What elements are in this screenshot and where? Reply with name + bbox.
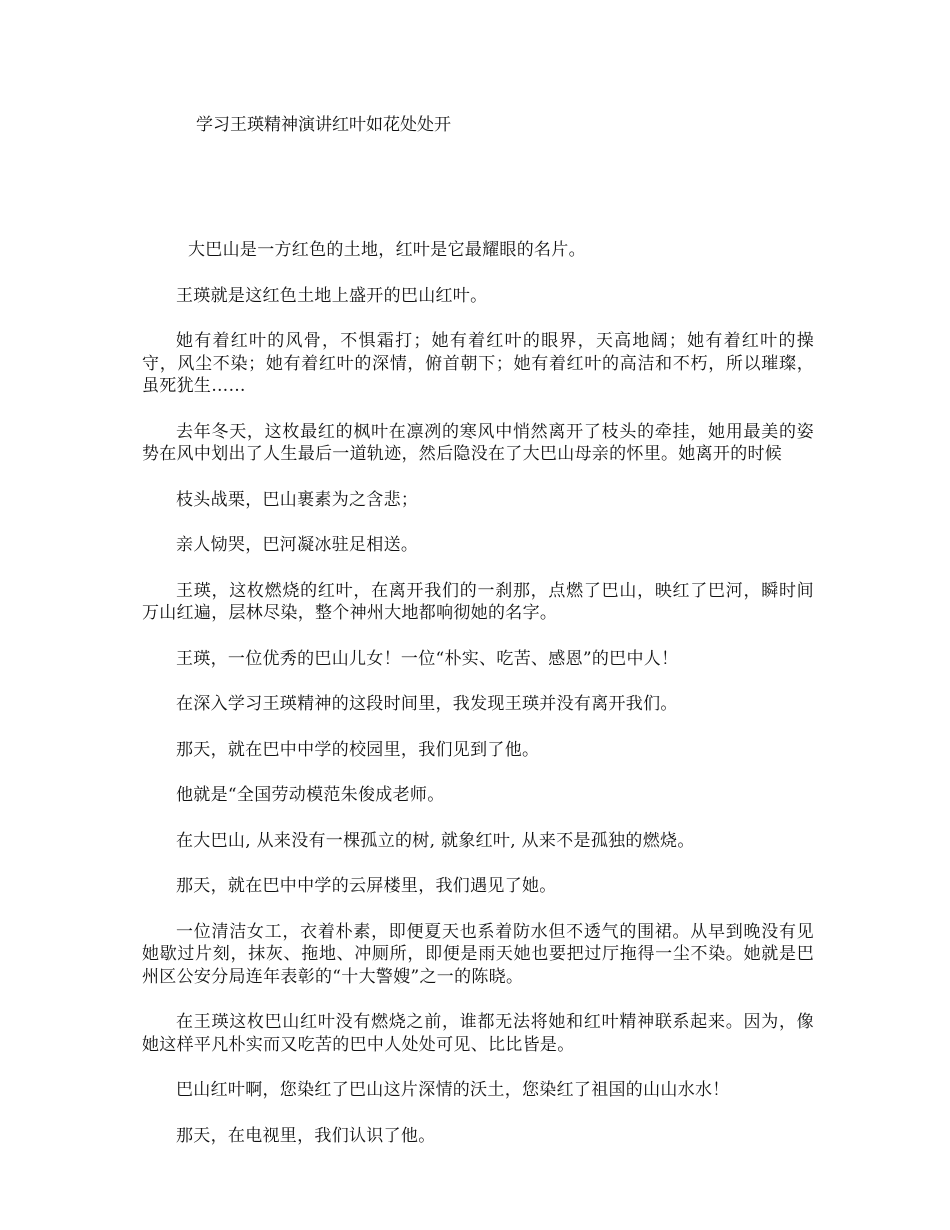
paragraph-11: 他就是“全国劳动模范朱俊成老师。 <box>176 785 445 805</box>
paragraph-2: 王瑛就是这红色土地上盛开的巴山红叶。 <box>176 285 488 306</box>
paragraph-8: 王瑛，一位优秀的巴山儿女！一位“朴实、吃苦、感恩”的巴中人！ <box>176 648 679 669</box>
paragraph-3: 她有着红叶的风骨，不惧霜打；她有着红叶的眼界，天高地阔；她有着红叶的操守，风尘不染；她有着红叶的深情，俯首朝下；她有着红叶的高洁和不朽，所以璀璨，虽死犹生…… <box>142 331 814 396</box>
paragraph-13: 那天，就在巴中中学的云屏楼里，我们遇见了她。 <box>176 876 557 896</box>
document-body <box>142 239 814 1170</box>
paragraph-16: 巴山红叶啊，您染红了巴山这片深情的沃土，您染红了祖国的山山水水！ <box>176 1080 730 1100</box>
paragraph-12: 在大巴山, 从来没有一棵孤立的树, 就象红叶, 从来不是孤独的燃烧。 <box>176 830 695 851</box>
paragraph-6: 亲人恸哭，巴河凝冰驻足相送。 <box>176 535 419 555</box>
paragraph-15: 在王瑛这枚巴山红叶没有燃烧之前，谁都无法将她和红叶精神联系起来。因为，像她这样平凡朴实而又吃苦的巴中人处处可见、比比皆是。 <box>142 1012 814 1055</box>
paragraph-4: 去年冬天，这枚最红的枫叶在凛冽的寒风中悄然离开了枝头的牵挂，她用最美的姿势在风中划出了人生最后一道轨迹，然后隐没在了大巴山母亲的怀里。她离开的时候 <box>142 421 814 464</box>
paragraph-14: 一位清洁女工，衣着朴素，即便夏天也系着防水但不透气的围裙。从早到晚没有见她歇过片刻，抹灰、拖地、冲厕所，即便是雨天她也要把过厅拖得一尘不染。她就是巴州区公安分局连年表彰的“十大警嫂”之一的陈晓。 <box>142 921 814 987</box>
paragraph-7: 王瑛，这枚燃烧的红叶，在离开我们的一刹那，点燃了巴山，映红了巴河，瞬时间万山红遍，层林尽染，整个神州大地都响彻她的名字。 <box>142 580 814 623</box>
paragraph-17: 那天，在电视里，我们认识了他。 <box>176 1125 436 1146</box>
paragraph-10: 那天，就在巴中中学的校园里，我们见到了他。 <box>176 739 540 760</box>
paragraph-1: 大巴山是一方红色的土地，红叶是它最耀眼的名片。 <box>188 240 586 260</box>
paragraph-5: 枝头战栗，巴山裹素为之含悲； <box>176 489 419 510</box>
paragraph-9: 在深入学习王瑛精神的这段时间里，我发现王瑛并没有离开我们。 <box>176 694 678 714</box>
document-title: 学习王瑛精神演讲红叶如花处处开 <box>196 115 451 135</box>
